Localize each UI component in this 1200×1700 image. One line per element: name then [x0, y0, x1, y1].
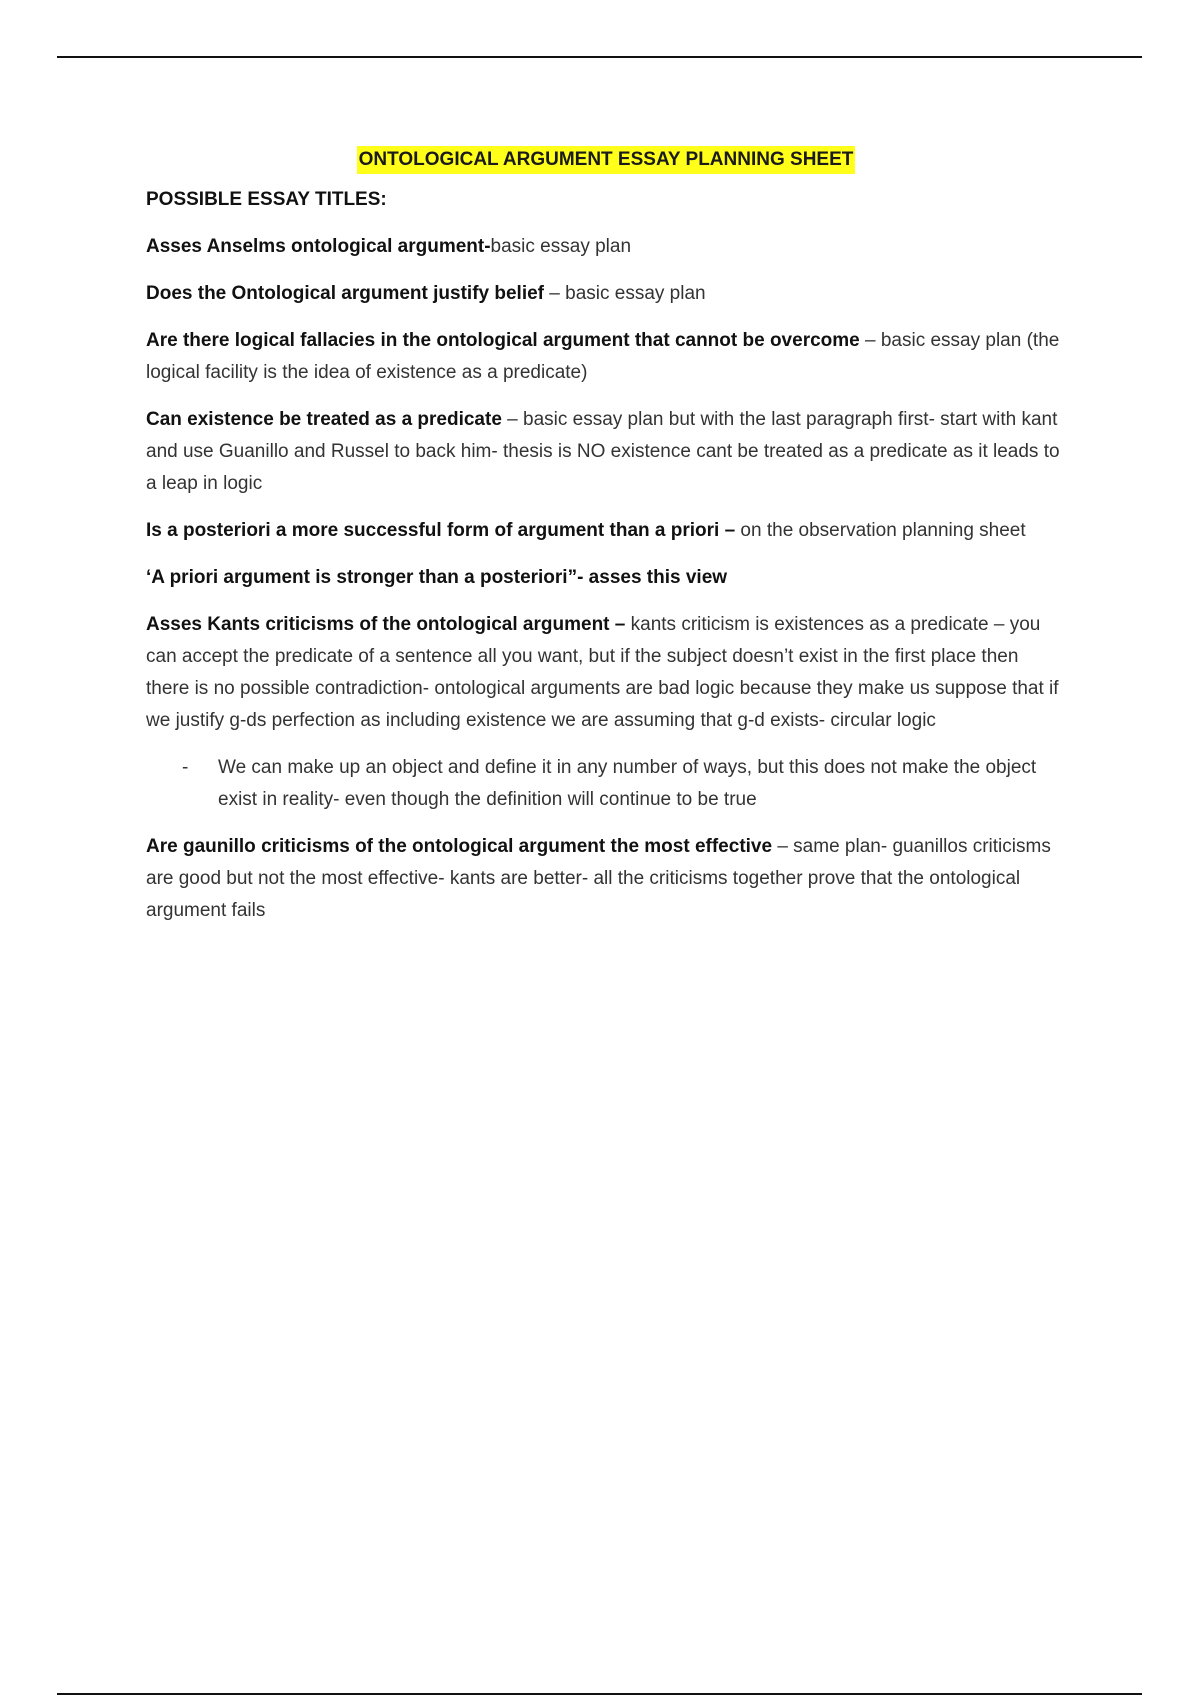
essay-title-item	[146, 609, 1066, 737]
top-rule	[57, 56, 1142, 58]
essay-title-bold: Is a posteriori a more successful form of argument than a priori –	[146, 520, 736, 541]
essay-title-item	[146, 325, 1066, 389]
bullet-dash: -	[182, 757, 189, 778]
heading-text: POSSIBLE ESSAY TITLES:	[146, 189, 387, 210]
essay-title-note: kants criticism is existences as a predicate – you can accept the predicate of a sentence all you want, but if the subject doesn’t exist in the first place then there is no possible contradiction- ontological arguments are bad logic because they make us suppose that if we justify g-ds perfection as including existence we are assuming that g-d exists- circular logic	[146, 614, 1059, 731]
essay-title-item	[146, 831, 1066, 927]
essay-title-bold: Asses Kants criticisms of the ontological argument –	[146, 614, 626, 635]
bullet-text: We can make up an object and define it in any number of ways, but this does not make the object exist in reality- even though the definition will continue to be true	[218, 757, 1037, 810]
essay-title-bold: Are there logical fallacies in the ontological argument that cannot be overcome	[146, 330, 860, 351]
essay-title-bold: ‘A priori argument is stronger than a posteriori”- asses this view	[146, 567, 728, 588]
essay-title-note: on the observation planning sheet	[735, 520, 1026, 541]
bullet-point	[146, 752, 1066, 816]
essay-title-item	[146, 404, 1066, 500]
essay-title-note: – basic essay plan	[544, 283, 706, 304]
document-title: ONTOLOGICAL ARGUMENT ESSAY PLANNING SHEET	[357, 146, 856, 174]
essay-title-bold: Can existence be treated as a predicate	[146, 409, 502, 430]
essay-title-note: basic essay plan	[490, 236, 632, 257]
essay-title-note: – basic essay plan (the logical facility is the idea of existence as a predicate)	[146, 330, 1060, 383]
essay-title-item	[146, 278, 1066, 310]
essay-title-bold: Asses Anselms ontological argument-	[146, 236, 491, 257]
document-body	[146, 146, 1066, 942]
essay-title-item	[146, 515, 1066, 547]
essay-title-bold: Are gaunillo criticisms of the ontological argument the most effective	[146, 836, 773, 857]
essay-title-bold: Does the Ontological argument justify belief	[146, 283, 544, 304]
title-row	[146, 146, 1066, 174]
essay-title-item	[146, 562, 1066, 594]
essay-title-note: – same plan- guanillos criticisms are good but not the most effective- kants are better- all the criticisms together prove that the ontological argument fails	[146, 836, 1051, 921]
essay-titles-heading	[146, 184, 1066, 216]
essay-title-item	[146, 231, 1066, 263]
bottom-rule	[57, 1693, 1142, 1695]
essay-title-note: – basic essay plan but with the last paragraph first- start with kant and use Guanillo and Russel to back him- thesis is NO existence cant be treated as a predicate as it leads to a leap in logic	[146, 409, 1060, 494]
